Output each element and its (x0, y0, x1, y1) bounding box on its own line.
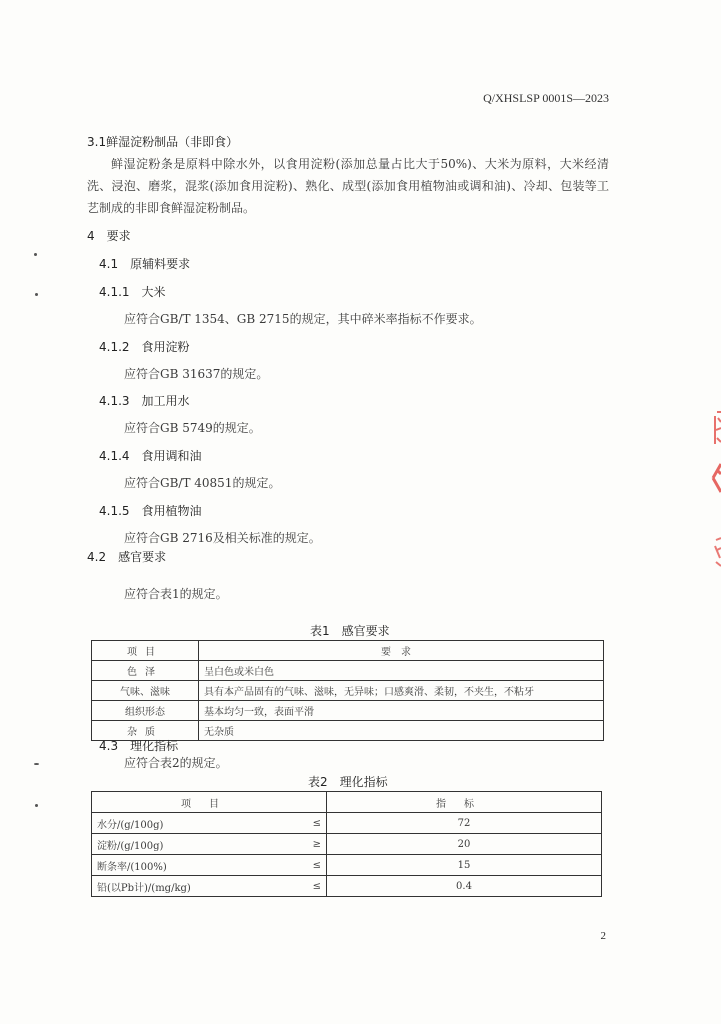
table-cell: 呈白色或米白色 (199, 661, 604, 681)
table-cell: 无杂质 (199, 721, 604, 741)
table-row (92, 701, 604, 721)
table-row (92, 661, 604, 681)
table-row (92, 681, 604, 701)
section-3-1-title: 3.1鲜湿淀粉制品（非即食） (87, 135, 239, 149)
table-cell: ≤ (302, 813, 327, 834)
section-4-3-text: 应符合表2的规定。 (124, 756, 228, 770)
table-header-row (92, 641, 604, 661)
table-cell: 15 (327, 855, 602, 876)
table-cell: 杂质 (92, 721, 199, 741)
document-code: Q/XHSLSP 0001S—2023 (483, 91, 609, 105)
section-4-title: 4 要求 (87, 229, 131, 243)
table-row (92, 855, 602, 876)
seal-stamp-icon (707, 408, 721, 578)
table-cell: ≤ (302, 876, 327, 897)
table-row (92, 876, 602, 897)
scan-speck (35, 293, 38, 296)
scan-speck (34, 763, 39, 765)
table-cell: 组织形态 (92, 701, 199, 721)
section-4-2-title: 4.2 感官要求 (87, 550, 167, 564)
table-cell: 72 (327, 813, 602, 834)
section-4-1-5-title: 4.1.5 食用植物油 (99, 504, 202, 518)
scan-speck (34, 253, 37, 256)
table-cell: 0.4 (327, 876, 602, 897)
table-cell: 具有本产品固有的气味、滋味，无异味；口感爽滑、柔韧，不夹生，不粘牙 (199, 681, 604, 701)
table-cell: 气味、滋味 (92, 681, 199, 701)
section-4-1-title: 4.1 原辅料要求 (99, 257, 191, 271)
table-cell: 断条率/(100%) (92, 855, 303, 876)
section-4-1-2-text: 应符合GB 31637的规定。 (124, 367, 269, 381)
section-4-3-title: 4.3 理化指标 (99, 739, 179, 753)
table-header-cell: 指标 (327, 792, 602, 813)
section-4-1-1-text: 应符合GB/T 1354、GB 2715的规定，其中碎米率指标不作要求。 (124, 312, 482, 326)
table2-caption: 表2 理化指标 (308, 775, 388, 789)
section-4-1-4-text: 应符合GB/T 40851的规定。 (124, 476, 281, 490)
table1-caption: 表1 感官要求 (310, 624, 390, 638)
section-4-2-text: 应符合表1的规定。 (124, 587, 228, 601)
table-cell: 水分/(g/100g) (92, 813, 303, 834)
table-cell: 20 (327, 834, 602, 855)
section-4-1-3-text: 应符合GB 5749的规定。 (124, 421, 261, 435)
page-number: 2 (600, 930, 606, 942)
section-4-1-1-title: 4.1.1 大米 (99, 285, 166, 299)
table-cell: 色泽 (92, 661, 199, 681)
table-row (92, 834, 602, 855)
table-cell: 淀粉/(g/100g) (92, 834, 303, 855)
table-header-cell: 要求 (199, 641, 604, 661)
table-cell: 基本均匀一致，表面平滑 (199, 701, 604, 721)
scan-speck (35, 804, 38, 807)
table-cell: ≥ (302, 834, 327, 855)
seal-stamp-fragment (707, 408, 721, 578)
table-row (92, 813, 602, 834)
physicochemical-indicators-table (91, 791, 602, 897)
table-cell: 铅(以Pb计)/(mg/kg) (92, 876, 303, 897)
table-header-cell: 项目 (92, 792, 327, 813)
table-header-cell: 项目 (92, 641, 199, 661)
sensory-requirements-table (91, 640, 604, 741)
section-4-1-3-title: 4.1.3 加工用水 (99, 394, 190, 408)
section-4-1-4-title: 4.1.4 食用调和油 (99, 449, 202, 463)
section-4-1-2-title: 4.1.2 食用淀粉 (99, 340, 190, 354)
table-cell: ≤ (302, 855, 327, 876)
section-3-1-text: 鲜湿淀粉条是原料中除水外，以食用淀粉(添加总量占比大于50%)、大米为原料，大米经清洗、浸泡、磨浆，混浆(添加食用淀粉)、熟化、成型(添加食用植物油或调和油)、冷却、包装等工艺制成的非即食鲜湿淀粉制品。 (87, 157, 609, 215)
section-4-1-5-text: 应符合GB 2716及相关标准的规定。 (124, 531, 321, 545)
table-header-row (92, 792, 602, 813)
